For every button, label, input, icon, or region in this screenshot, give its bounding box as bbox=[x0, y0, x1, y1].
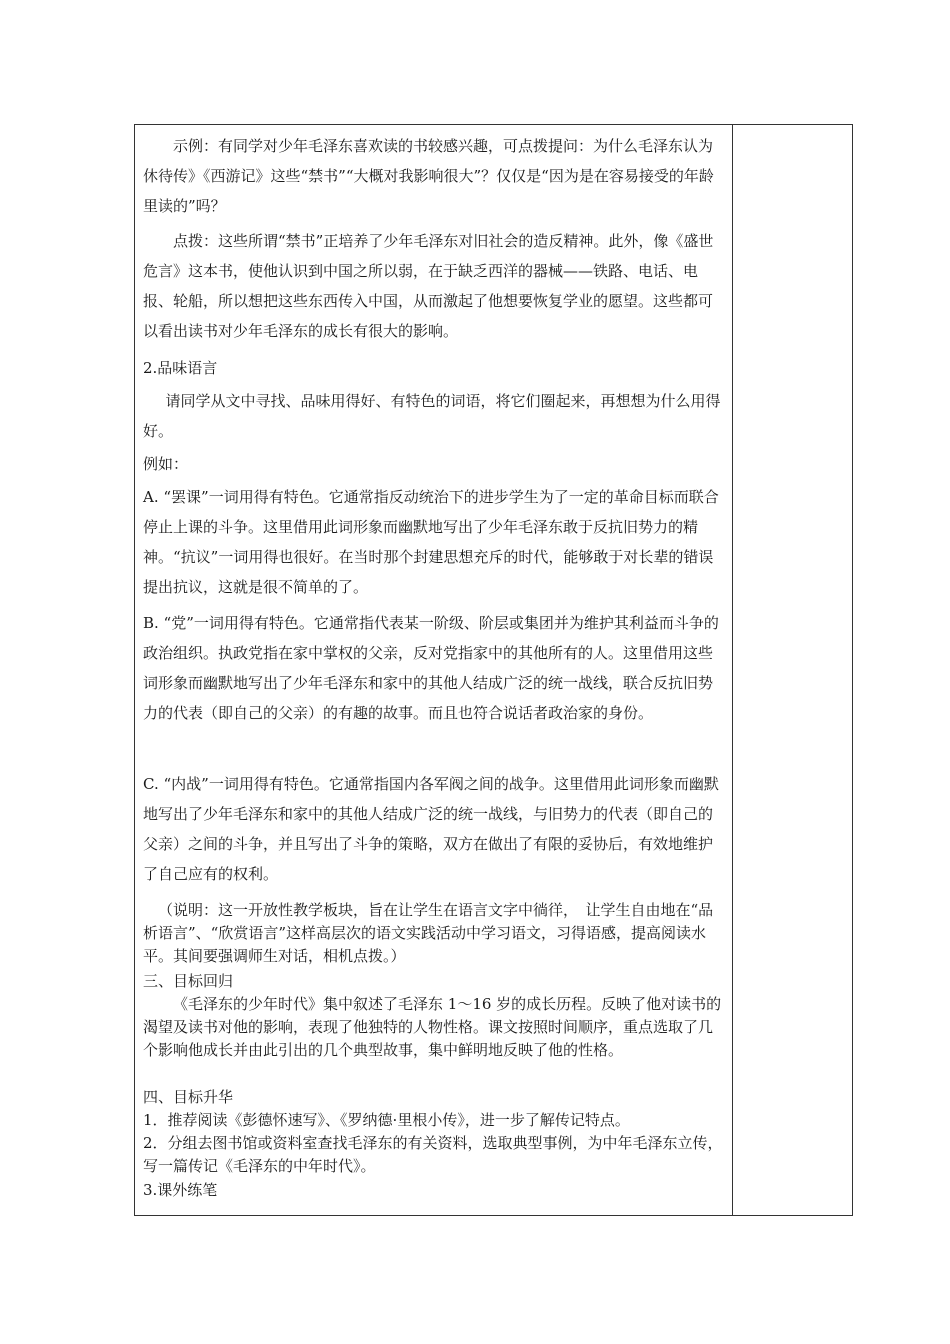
item-c: C. “内战”一词用得有特色。它通常指国内各军阀之间的战争。这里借用此词形象而幽默地写出了少年毛泽东和家中的其他人结成广泛的统一战线，与旧势力的代表（即自己的父亲）之间的斗争，并且写出了斗争的策略，双方在做出了有限的妥协后，有效地维护了自己应有的权利。 bbox=[143, 775, 719, 883]
section4-item3: 3.课外练笔 bbox=[143, 1181, 218, 1199]
section2-task: 请同学从文中寻找、品味用得好、有特色的词语，将它们圈起来，再想想为什么用得好。 bbox=[143, 392, 721, 440]
section4-item1: 1．推荐阅读《彭德怀速写》、《罗纳德·里根小传》，进一步了解传记特点。 bbox=[143, 1111, 630, 1129]
lesson-table bbox=[134, 124, 853, 1216]
note-paragraph: （说明：这一开放性教学板块，旨在让学生在语言文字中徜徉， 让学生自由地在“品析语言”、“欣赏语言”这样高层次的语文实践活动中学习语文，习得语感，提高阅读水平。其间要强调师生对话，相机点拨。） bbox=[143, 901, 714, 965]
notes-column bbox=[733, 125, 852, 1215]
content-cell bbox=[135, 125, 732, 1215]
section4-title: 四、目标升华 bbox=[143, 1088, 234, 1106]
item-b: B. “党”一词用得有特色。它通常指代表某一阶级、阶层或集团并为维护其利益而斗争的政治组织。执政党指在家中掌权的父亲，反对党指家中的其他所有的人。这里借用这些词形象而幽默地写出了少年毛泽东和家中的其他人结成广泛的统一战线，联合反抗旧势力的代表（即自己的父亲）的有趣的故事。而且也符合说话者政治家的身份。 bbox=[143, 614, 719, 722]
section4-item2: 2．分组去图书馆或资料室查找毛泽东的有关资料，选取典型事例，为中年毛泽东立传，写一篇传记《毛泽东的中年时代》。 bbox=[143, 1134, 723, 1175]
example-label: 例如： bbox=[143, 455, 189, 473]
section3-body: 《毛泽东的少年时代》集中叙述了毛泽东 1～16 岁的成长历程。反映了他对读书的渴望及读书对他的影响，表现了他独特的人物性格。课文按照时间顺序，重点选取了几个影响他成长并由此引出的几个典型故事，集中鲜明地反映了他的性格。 bbox=[143, 995, 722, 1059]
hint-paragraph: 点拨：这些所谓“禁书”正培养了少年毛泽东对旧社会的造反精神。此外，像《盛世危言》这本书，使他认识到中国之所以弱，在于缺乏西洋的器械——铁路、电话、电报、轮船，所以想把这些东西传入中国，从而激起了他想要恢复学业的愿望。这些都可以看出读书对少年毛泽东的成长有很大的影响。 bbox=[143, 232, 714, 340]
item-a: A. “罢课”一词用得有特色。它通常指反动统治下的进步学生为了一定的革命目标而联合停止上课的斗争。这里借用此词形象而幽默地写出了少年毛泽东敢于反抗旧势力的精神。“抗议”一词用得也很好。在当时那个封建思想充斥的时代，能够敢于对长辈的错误提出抗议，这就是很不简单的了。 bbox=[143, 488, 719, 596]
section3-title: 三、目标回归 bbox=[143, 972, 234, 990]
section2-title: 2.品味语言 bbox=[143, 359, 218, 377]
example-intro: 示例：有同学对少年毛泽东喜欢读的书较感兴趣，可点拨提问：为什么毛泽东认为休待传》《西游记》这些“禁书”“大概对我影响很大”？仅仅是“因为是在容易接受的年龄里读的”吗？ bbox=[143, 137, 714, 215]
